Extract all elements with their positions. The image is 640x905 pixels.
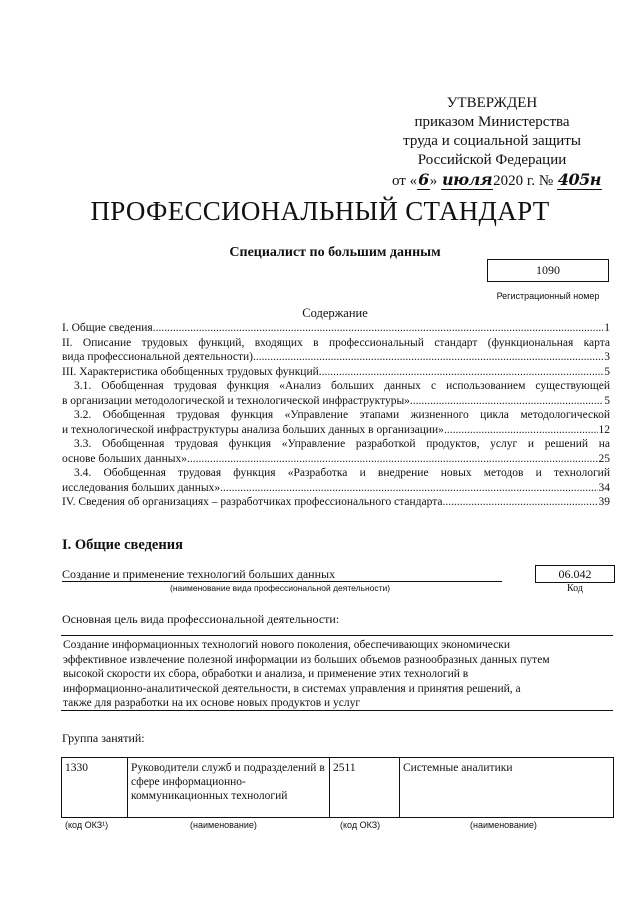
purpose-line: высокой скорости их сбора, обработки и анализа, и применение этих технологий в [63, 668, 469, 680]
toc-item-2-line1: II. Описание трудовых функций, входящих в профессиональный стандарт (функциональная карта [62, 336, 610, 349]
section-1-heading: I. Общие сведения [62, 537, 183, 553]
purpose-line: Создание информационных технологий нового поколения, обеспечивающих экономически [63, 639, 511, 651]
purpose-label: Основная цель вида профессиональной деятельности: [62, 612, 340, 626]
toc-item-1[interactable]: I. Общие сведения ..... 1 [62, 321, 610, 336]
name-caption-2: (наименование) [470, 820, 537, 830]
toc-item-2[interactable]: вида профессиональной деятельности) ..... 3 [62, 350, 610, 365]
registration-number-label: Регистрационный номер [496, 291, 600, 301]
standard-name: Специалист по большим данным [229, 245, 441, 260]
approval-line-4: Российской Федерации [417, 152, 567, 168]
approval-line-2: приказом Министерства [414, 114, 570, 130]
registration-number-box: 1090 [487, 259, 609, 282]
name-caption-1: (наименование) [190, 820, 257, 830]
date-year: 2020 г. № [493, 173, 554, 189]
approval-date [392, 170, 601, 191]
table-row [62, 758, 614, 818]
approval-block [392, 94, 601, 191]
okz-code-caption-2: (код ОКЗ) [340, 820, 381, 830]
occupation-name-cell: Системные аналитики [400, 758, 614, 818]
toc-item-3-4[interactable]: исследования больших данных» ..... 34 [62, 481, 610, 496]
toc-item-3-3[interactable]: основе больших данных» ..... 25 [62, 452, 610, 467]
date-prefix: от « [392, 173, 418, 189]
okz-code-caption-1: (код ОКЗ¹) [65, 820, 109, 830]
purpose-text-box [61, 635, 613, 711]
toc-item-4[interactable]: IV. Сведения об организациях – разработчиках профессионального стандарта ..... 39 [62, 495, 610, 510]
handwritten-month: июля [442, 170, 493, 189]
handwritten-day: 6 [418, 170, 429, 189]
toc-item-3[interactable]: III. Характеристика обобщенных трудовых функций ..... 5 [62, 365, 610, 380]
okz-code-cell: 1330 [62, 758, 128, 818]
handwritten-order-number: 405н [557, 170, 601, 189]
code-caption: Код [567, 583, 583, 594]
approval-line-3: труда и социальной защиты [403, 133, 581, 149]
table-of-contents [62, 321, 610, 510]
toc-item-3-3-line1: 3.3. Обобщенная трудовая функция «Управление разработкой продуктов, услуг и решений на [74, 438, 610, 450]
toc-item-3-1-line1: 3.1. Обобщенная трудовая функция «Анализ больших данных с использованием существующей [74, 380, 610, 392]
purpose-line: эффективное извлечение полезной информации из больших объемов разнообразных данных путем [63, 653, 550, 666]
purpose-line: информационно-аналитической деятельности, в системах управления и принятия решений, а [63, 682, 521, 695]
date-quote-close: » [429, 173, 438, 189]
activity-code-box: 06.042 [535, 565, 615, 583]
toc-item-3-4-line1: 3.4. Обобщенная трудовая функция «Разработка и внедрение новых методов и технологий [74, 467, 610, 479]
document-title: ПРОФЕССИОНАЛЬНЫЙ СТАНДАРТ [90, 196, 550, 226]
activity-caption: (наименование вида профессиональной деятельности) [170, 583, 391, 593]
occupation-group-table [61, 757, 614, 818]
toc-item-3-2[interactable]: и технологической инфраструктуры анализа больших данных в организации» ..... 12 [62, 423, 610, 438]
toc-heading: Содержание [302, 306, 368, 320]
toc-item-3-2-line1: 3.2. Обобщенная трудовая функция «Управление этапами жизненного цикла методологической [74, 409, 610, 421]
occupation-name-cell: Руководители служб и подразделений в сфере информационно-коммуникационных технологий [128, 758, 330, 818]
occupation-group-label: Группа занятий: [62, 731, 145, 745]
purpose-line: также для разработки на их основе новых продуктов и услуг [63, 697, 361, 709]
approval-title: УТВЕРЖДЕН [446, 95, 538, 111]
okz-code-cell: 2511 [330, 758, 400, 818]
toc-item-3-1[interactable]: в организации методологической и технологической инфраструктуры» ..... 5 [62, 394, 610, 409]
activity-name: Создание и применение технологий больших данных [62, 568, 502, 582]
